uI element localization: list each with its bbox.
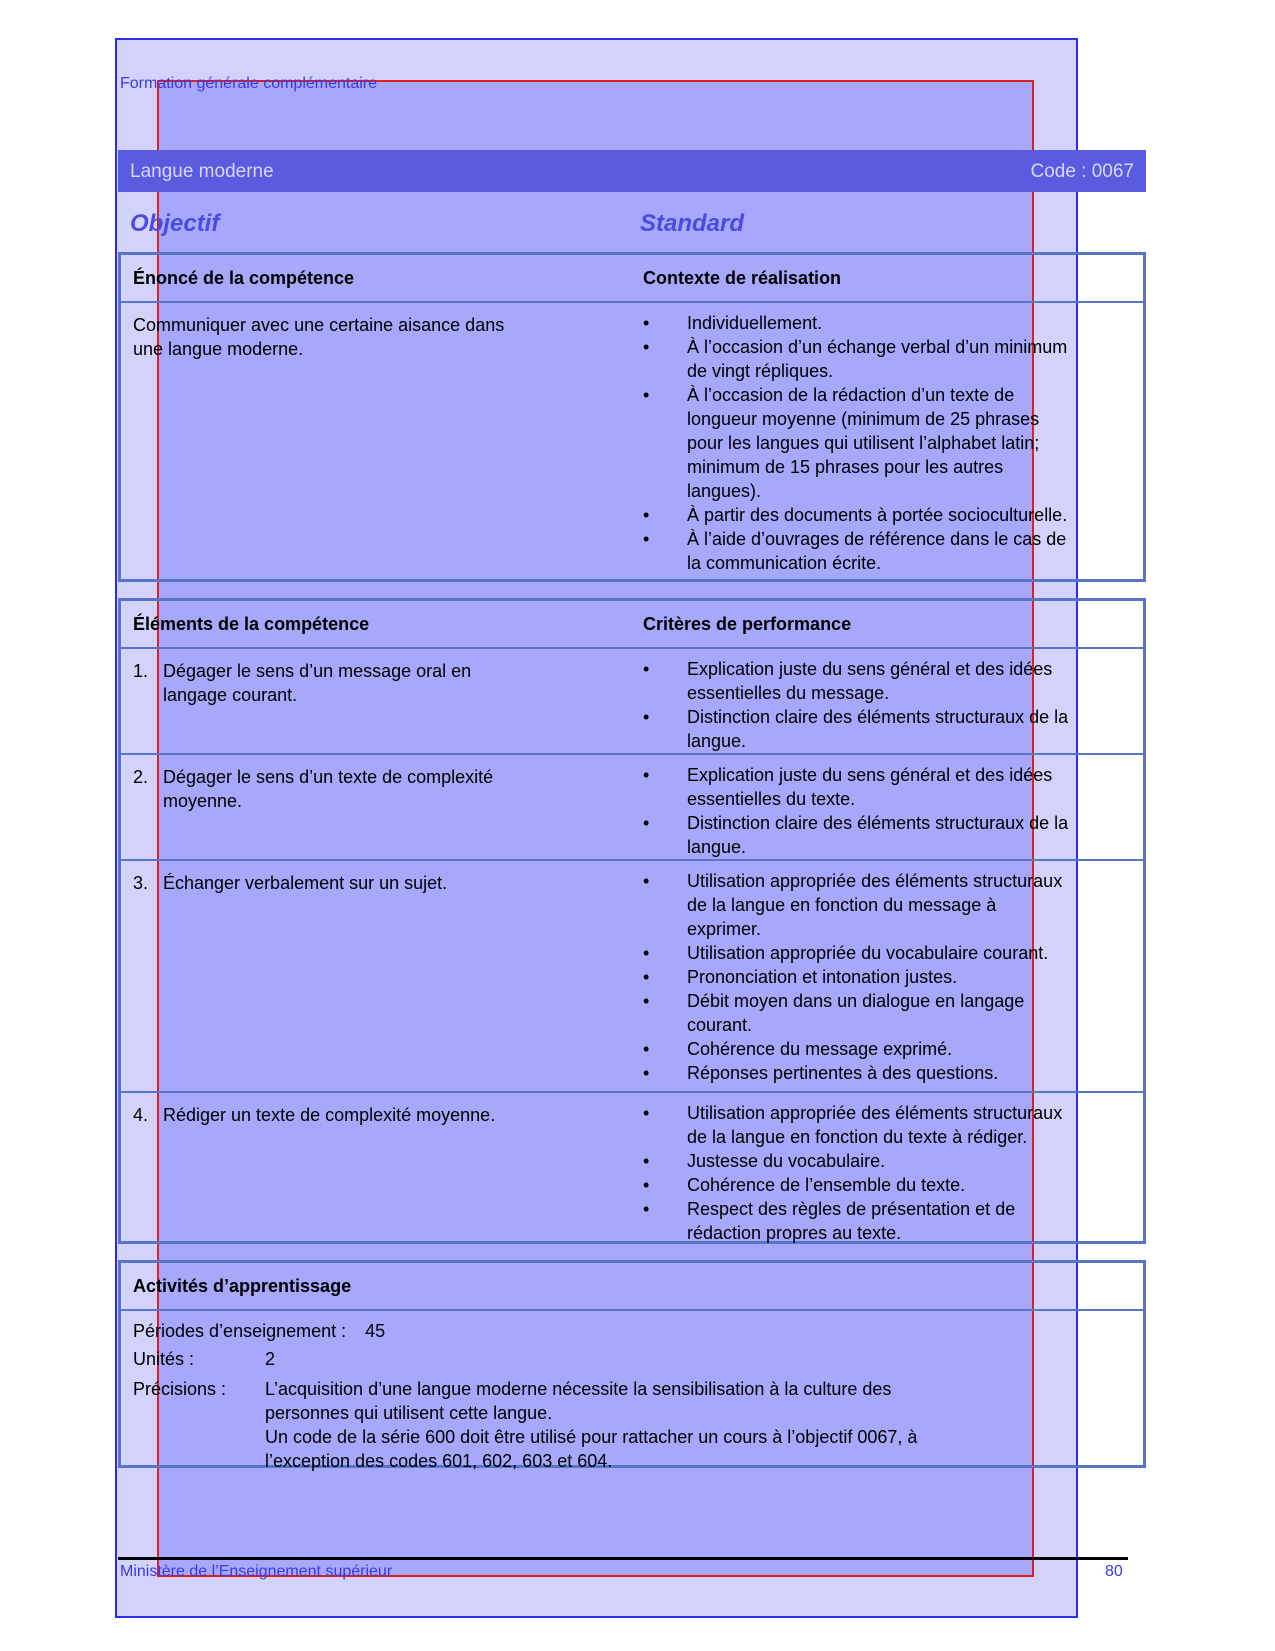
table-row xyxy=(121,1093,1143,1247)
unites-value: 2 xyxy=(265,1349,276,1369)
table-row xyxy=(121,649,1143,755)
elements-title: Éléments de la compétence xyxy=(133,614,370,634)
contexte-title: Contexte de réalisation xyxy=(643,268,842,288)
list-item: • Réponses pertinentes à des questions. xyxy=(643,1063,999,1083)
element-text: 3. Échanger verbalement sur un sujet. xyxy=(133,873,448,893)
periodes-line xyxy=(133,1321,385,1342)
bullet-icon: • xyxy=(643,659,650,679)
section-competence xyxy=(118,252,1146,582)
list-item: • Explication juste du sens général et des idées essentielles du texte. xyxy=(643,765,1053,809)
list-item: • Justesse du vocabulaire. xyxy=(643,1151,886,1171)
section-competence-header xyxy=(121,255,1143,303)
section-activites xyxy=(118,1260,1146,1471)
section-elements xyxy=(118,598,1146,1244)
bullet-icon: • xyxy=(643,871,650,891)
footer-ministry: Ministère de l’Enseignement supérieur xyxy=(120,1563,393,1580)
bullet-icon: • xyxy=(643,529,650,549)
bullet-icon: • xyxy=(643,1063,650,1083)
bullet-icon: • xyxy=(643,385,650,405)
page-number: 80 xyxy=(1105,1563,1123,1580)
list-item: • Cohérence de l’ensemble du texte. xyxy=(643,1175,966,1195)
list-item: • Débit moyen dans un dialogue en langage courant. xyxy=(643,991,1025,1035)
bullet-icon: • xyxy=(643,765,650,785)
precisions-line xyxy=(133,1377,1133,1471)
list-item: • Distinction claire des éléments structuraux de la langue. xyxy=(643,707,1069,751)
contexte-list xyxy=(643,311,1133,575)
bullet-icon: • xyxy=(643,707,650,727)
unites-line xyxy=(133,1349,276,1370)
bullet-icon: • xyxy=(643,943,650,963)
enonce-text xyxy=(133,313,603,361)
precisions-text: L’acquisition d’une langue moderne nécessite la sensibilisation à la culture des personnes qui utilisent cette langue. Un code de la série 600 doit être utilisé pour rattacher un cours à l’objectif 0067, à l’exception des codes 601, 602, 603 et 604. xyxy=(265,1379,918,1471)
periodes-label: Périodes d’enseignement : xyxy=(133,1321,347,1341)
list-item: • Distinction claire des éléments structuraux de la langue. xyxy=(643,813,1069,857)
bullet-icon: • xyxy=(643,1039,650,1059)
section-elements-header xyxy=(121,601,1143,649)
table-row xyxy=(121,755,1143,861)
footer-divider xyxy=(118,1557,1128,1560)
activites-title: Activités d’apprentissage xyxy=(133,1276,352,1296)
objectif-heading: Objectif xyxy=(130,210,220,237)
periodes-value: 45 xyxy=(365,1321,386,1341)
bullet-icon: • xyxy=(643,313,650,333)
enonce-title: Énoncé de la compétence xyxy=(133,268,355,288)
element-text: 1. Dégager le sens d’un message oral en langage courant. xyxy=(133,661,472,705)
list-item: • Prononciation et intonation justes. xyxy=(643,967,958,987)
competence-row xyxy=(121,303,1143,579)
standard-heading: Standard xyxy=(640,210,745,237)
bullet-icon: • xyxy=(643,1199,650,1219)
bullet-icon: • xyxy=(643,813,650,833)
course-code: Code : 0067 xyxy=(1030,161,1134,182)
page-header: Formation générale complémentaire xyxy=(120,75,378,92)
unites-label: Unités : xyxy=(133,1349,195,1369)
list-item: • À partir des documents à portée socioculturelle. xyxy=(643,505,1068,525)
element-text: 2. Dégager le sens d’un texte de complexité moyenne. xyxy=(133,767,494,811)
bullet-icon: • xyxy=(643,991,650,1011)
precisions-label: Précisions : xyxy=(133,1379,227,1399)
criteres-title: Critères de performance xyxy=(643,614,852,634)
section-activites-header xyxy=(121,1263,1143,1311)
bullet-icon: • xyxy=(643,967,650,987)
element-text: 4. Rédiger un texte de complexité moyenne. xyxy=(133,1105,496,1125)
list-item: • À l’occasion de la rédaction d’un texte de longueur moyenne (minimum de 25 phrases pour les langues qui utilisent l’alphabet latin; minimum de 15 phrases pour les autres langues). xyxy=(643,385,1040,501)
list-item: • Utilisation appropriée du vocabulaire courant. xyxy=(643,943,1049,963)
list-item: • Individuellement. xyxy=(643,313,823,333)
bullet-icon: • xyxy=(643,505,650,525)
bullet-icon: • xyxy=(643,1175,650,1195)
list-item: • Cohérence du message exprimé. xyxy=(643,1039,953,1059)
bullet-icon: • xyxy=(643,1103,650,1123)
title-bar xyxy=(118,150,1146,192)
bullet-icon: • xyxy=(643,337,650,357)
criteria-list xyxy=(643,763,1133,859)
criteria-list xyxy=(643,869,1133,1085)
list-item: • Respect des règles de présentation et de rédaction propres au texte. xyxy=(643,1199,1016,1243)
list-item: • À l’occasion d’un échange verbal d’un minimum de vingt répliques. xyxy=(643,337,1068,381)
list-item: • À l’aide d’ouvrages de référence dans le cas de la communication écrite. xyxy=(643,529,1067,573)
list-item: • Utilisation appropriée des éléments structuraux de la langue en fonction du message à exprimer. xyxy=(643,871,1063,939)
list-item: • Explication juste du sens général et des idées essentielles du message. xyxy=(643,659,1053,703)
bullet-icon: • xyxy=(643,1151,650,1171)
course-title: Langue moderne xyxy=(130,161,274,182)
list-item: • Utilisation appropriée des éléments structuraux de la langue en fonction du texte à rédiger. xyxy=(643,1103,1063,1147)
criteria-list xyxy=(643,657,1133,753)
enonce-line: Communiquer avec une certaine aisance dans xyxy=(133,315,505,335)
enonce-line: une langue moderne. xyxy=(133,339,304,359)
table-row xyxy=(121,861,1143,1093)
criteria-list xyxy=(643,1101,1133,1245)
